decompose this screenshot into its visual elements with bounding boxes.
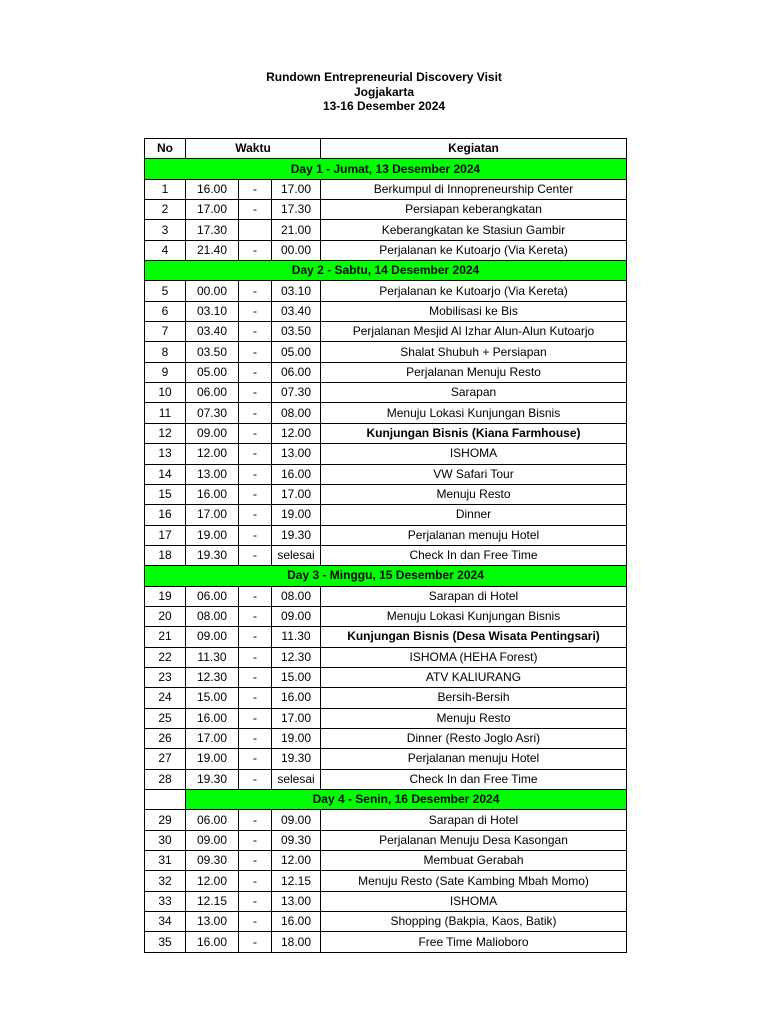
activity-cell: Perjalanan menuju Hotel: [321, 749, 627, 769]
end-time: 21.00: [272, 220, 321, 240]
activity-cell: ISHOMA: [321, 891, 627, 911]
time-separator: -: [239, 179, 272, 199]
row-number: 25: [145, 708, 186, 728]
time-separator: -: [239, 444, 272, 464]
activity-cell: Menuju Resto: [321, 484, 627, 504]
end-time: 03.40: [272, 301, 321, 321]
row-number: 13: [145, 444, 186, 464]
row-number: 23: [145, 667, 186, 687]
row-number: 20: [145, 606, 186, 626]
row-number: 21: [145, 627, 186, 647]
table-row: [145, 545, 627, 565]
table-row: [145, 423, 627, 443]
end-time: selesai: [272, 769, 321, 789]
table-row: [145, 871, 627, 891]
row-number: 32: [145, 871, 186, 891]
table-row: [145, 647, 627, 667]
document-title: [0, 70, 768, 114]
empty-cell: [145, 790, 186, 810]
header-no: No: [145, 139, 186, 159]
time-separator: [239, 220, 272, 240]
row-number: 18: [145, 545, 186, 565]
activity-cell: Perjalanan menuju Hotel: [321, 525, 627, 545]
row-number: 1: [145, 179, 186, 199]
start-time: 05.00: [186, 362, 239, 382]
start-time: 09.00: [186, 627, 239, 647]
activity-cell: Persiapan keberangkatan: [321, 200, 627, 220]
start-time: 21.40: [186, 240, 239, 260]
row-number: 8: [145, 342, 186, 362]
row-number: 10: [145, 383, 186, 403]
time-separator: -: [239, 403, 272, 423]
day-label: Day 3 - Minggu, 15 Desember 2024: [145, 566, 627, 586]
table-row: [145, 627, 627, 647]
table-row: [145, 179, 627, 199]
activity-cell: Menuju Resto (Sate Kambing Mbah Momo): [321, 871, 627, 891]
activity-cell: Menuju Lokasi Kunjungan Bisnis: [321, 403, 627, 423]
activity-cell: Dinner: [321, 505, 627, 525]
time-separator: -: [239, 525, 272, 545]
activity-cell: ISHOMA: [321, 444, 627, 464]
end-time: 05.00: [272, 342, 321, 362]
end-time: 12.15: [272, 871, 321, 891]
start-time: 06.00: [186, 586, 239, 606]
header-waktu: Waktu: [186, 139, 321, 159]
row-number: 29: [145, 810, 186, 830]
time-separator: -: [239, 383, 272, 403]
row-number: 15: [145, 484, 186, 504]
start-time: 09.00: [186, 423, 239, 443]
day-header-row: [145, 159, 627, 179]
activity-cell: Kunjungan Bisnis (Desa Wisata Pentingsari): [321, 627, 627, 647]
end-time: 19.00: [272, 505, 321, 525]
start-time: 16.00: [186, 484, 239, 504]
table-row: [145, 688, 627, 708]
table-row: [145, 769, 627, 789]
start-time: 12.00: [186, 444, 239, 464]
end-time: 17.00: [272, 179, 321, 199]
day-header-row: [145, 790, 627, 810]
activity-cell: Mobilisasi ke Bis: [321, 301, 627, 321]
end-time: 17.00: [272, 484, 321, 504]
table-row: [145, 891, 627, 911]
start-time: 19.30: [186, 769, 239, 789]
activity-cell: ISHOMA (HEHA Forest): [321, 647, 627, 667]
day-label: Day 1 - Jumat, 13 Desember 2024: [145, 159, 627, 179]
end-time: 19.00: [272, 728, 321, 748]
start-time: 12.15: [186, 891, 239, 911]
start-time: 17.00: [186, 200, 239, 220]
start-time: 17.30: [186, 220, 239, 240]
start-time: 09.00: [186, 830, 239, 850]
end-time: 03.10: [272, 281, 321, 301]
header-row: [145, 139, 627, 159]
activity-cell: Membuat Gerabah: [321, 851, 627, 871]
rundown-table: [144, 138, 627, 953]
row-number: 3: [145, 220, 186, 240]
table-row: [145, 851, 627, 871]
activity-cell: Berkumpul di Innopreneurship Center: [321, 179, 627, 199]
activity-cell: Perjalanan Mesjid Al Izhar Alun-Alun Kutoarjo: [321, 322, 627, 342]
title-line-3: 13-16 Desember 2024: [322, 99, 446, 113]
table-row: [145, 810, 627, 830]
time-separator: -: [239, 322, 272, 342]
row-number: 5: [145, 281, 186, 301]
start-time: 15.00: [186, 688, 239, 708]
start-time: 08.00: [186, 606, 239, 626]
time-separator: -: [239, 830, 272, 850]
end-time: 13.00: [272, 891, 321, 911]
row-number: 28: [145, 769, 186, 789]
table-row: [145, 830, 627, 850]
row-number: 26: [145, 728, 186, 748]
start-time: 11.30: [186, 647, 239, 667]
start-time: 06.00: [186, 383, 239, 403]
table-row: [145, 464, 627, 484]
activity-cell: Perjalanan ke Kutoarjo (Via Kereta): [321, 240, 627, 260]
row-number: 14: [145, 464, 186, 484]
table-row: [145, 403, 627, 423]
time-separator: -: [239, 301, 272, 321]
start-time: 03.50: [186, 342, 239, 362]
table-body: [145, 159, 627, 952]
table-row: [145, 383, 627, 403]
time-separator: -: [239, 912, 272, 932]
time-separator: -: [239, 891, 272, 911]
title-line-2: Jogjakarta: [353, 84, 415, 99]
start-time: 06.00: [186, 810, 239, 830]
title-line-1: Rundown Entrepreneurial Discovery Visit: [266, 70, 502, 84]
time-separator: -: [239, 423, 272, 443]
start-time: 13.00: [186, 464, 239, 484]
end-time: 19.30: [272, 749, 321, 769]
time-separator: -: [239, 810, 272, 830]
activity-cell: Menuju Lokasi Kunjungan Bisnis: [321, 606, 627, 626]
start-time: 16.00: [186, 932, 239, 952]
row-number: 24: [145, 688, 186, 708]
end-time: 06.00: [272, 362, 321, 382]
end-time: 12.00: [272, 851, 321, 871]
table-row: [145, 322, 627, 342]
end-time: 11.30: [272, 627, 321, 647]
start-time: 12.00: [186, 871, 239, 891]
row-number: 7: [145, 322, 186, 342]
time-separator: -: [239, 728, 272, 748]
table-row: [145, 606, 627, 626]
table-row: [145, 667, 627, 687]
end-time: 09.00: [272, 810, 321, 830]
start-time: 16.00: [186, 708, 239, 728]
time-separator: -: [239, 281, 272, 301]
table-row: [145, 301, 627, 321]
activity-cell: Keberangkatan ke Stasiun Gambir: [321, 220, 627, 240]
start-time: 09.30: [186, 851, 239, 871]
time-separator: -: [239, 708, 272, 728]
row-number: 12: [145, 423, 186, 443]
start-time: 19.00: [186, 749, 239, 769]
row-number: 16: [145, 505, 186, 525]
time-separator: -: [239, 505, 272, 525]
day-label: Day 4 - Senin, 16 Desember 2024: [186, 790, 627, 810]
end-time: 16.00: [272, 912, 321, 932]
day-header-row: [145, 261, 627, 281]
end-time: 12.30: [272, 647, 321, 667]
time-separator: -: [239, 647, 272, 667]
table-row: [145, 362, 627, 382]
row-number: 6: [145, 301, 186, 321]
activity-cell: Check In dan Free Time: [321, 769, 627, 789]
start-time: 19.00: [186, 525, 239, 545]
row-number: 11: [145, 403, 186, 423]
time-separator: -: [239, 851, 272, 871]
start-time: 12.30: [186, 667, 239, 687]
end-time: 12.00: [272, 423, 321, 443]
start-time: 16.00: [186, 179, 239, 199]
table-row: [145, 525, 627, 545]
table-row: [145, 749, 627, 769]
activity-cell: Shalat Shubuh + Persiapan: [321, 342, 627, 362]
end-time: 08.00: [272, 586, 321, 606]
end-time: 09.30: [272, 830, 321, 850]
activity-cell: Perjalanan ke Kutoarjo (Via Kereta): [321, 281, 627, 301]
row-number: 2: [145, 200, 186, 220]
time-separator: -: [239, 606, 272, 626]
time-separator: -: [239, 484, 272, 504]
table-row: [145, 484, 627, 504]
start-time: 17.00: [186, 728, 239, 748]
activity-cell: Kunjungan Bisnis (Kiana Farmhouse): [321, 423, 627, 443]
table-row: [145, 200, 627, 220]
end-time: selesai: [272, 545, 321, 565]
activity-cell: Dinner (Resto Joglo Asri): [321, 728, 627, 748]
activity-cell: ATV KALIURANG: [321, 667, 627, 687]
row-number: 33: [145, 891, 186, 911]
day-label: Day 2 - Sabtu, 14 Desember 2024: [145, 261, 627, 281]
row-number: 31: [145, 851, 186, 871]
start-time: 03.40: [186, 322, 239, 342]
time-separator: -: [239, 932, 272, 952]
activity-cell: Check In dan Free Time: [321, 545, 627, 565]
time-separator: -: [239, 545, 272, 565]
time-separator: -: [239, 200, 272, 220]
time-separator: -: [239, 627, 272, 647]
start-time: 03.10: [186, 301, 239, 321]
end-time: 00.00: [272, 240, 321, 260]
end-time: 16.00: [272, 688, 321, 708]
time-separator: -: [239, 871, 272, 891]
activity-cell: Sarapan di Hotel: [321, 586, 627, 606]
activity-cell: Bersih-Bersih: [321, 688, 627, 708]
end-time: 15.00: [272, 667, 321, 687]
table-row: [145, 728, 627, 748]
time-separator: -: [239, 769, 272, 789]
activity-cell: Menuju Resto: [321, 708, 627, 728]
end-time: 13.00: [272, 444, 321, 464]
start-time: 00.00: [186, 281, 239, 301]
activity-cell: VW Safari Tour: [321, 464, 627, 484]
activity-cell: Sarapan: [321, 383, 627, 403]
activity-cell: Perjalanan Menuju Desa Kasongan: [321, 830, 627, 850]
start-time: 17.00: [186, 505, 239, 525]
time-separator: -: [239, 464, 272, 484]
time-separator: -: [239, 586, 272, 606]
end-time: 17.30: [272, 200, 321, 220]
time-separator: -: [239, 688, 272, 708]
row-number: 9: [145, 362, 186, 382]
table-row: [145, 240, 627, 260]
end-time: 07.30: [272, 383, 321, 403]
table-row: [145, 912, 627, 932]
table-row: [145, 932, 627, 952]
start-time: 13.00: [186, 912, 239, 932]
time-separator: -: [239, 342, 272, 362]
row-number: 30: [145, 830, 186, 850]
row-number: 35: [145, 932, 186, 952]
time-separator: -: [239, 240, 272, 260]
end-time: 16.00: [272, 464, 321, 484]
row-number: 27: [145, 749, 186, 769]
end-time: 03.50: [272, 322, 321, 342]
header-kegiatan: Kegiatan: [321, 139, 627, 159]
table-row: [145, 505, 627, 525]
time-separator: -: [239, 362, 272, 382]
time-separator: -: [239, 667, 272, 687]
table-row: [145, 708, 627, 728]
day-header-row: [145, 566, 627, 586]
row-number: 17: [145, 525, 186, 545]
start-time: 07.30: [186, 403, 239, 423]
end-time: 18.00: [272, 932, 321, 952]
start-time: 19.30: [186, 545, 239, 565]
row-number: 4: [145, 240, 186, 260]
activity-cell: Sarapan di Hotel: [321, 810, 627, 830]
end-time: 17.00: [272, 708, 321, 728]
table-row: [145, 444, 627, 464]
end-time: 09.00: [272, 606, 321, 626]
time-separator: -: [239, 749, 272, 769]
table-row: [145, 342, 627, 362]
row-number: 22: [145, 647, 186, 667]
activity-cell: Perjalanan Menuju Resto: [321, 362, 627, 382]
activity-cell: Shopping (Bakpia, Kaos, Batik): [321, 912, 627, 932]
table-row: [145, 586, 627, 606]
row-number: 34: [145, 912, 186, 932]
row-number: 19: [145, 586, 186, 606]
activity-cell: Free Time Malioboro: [321, 932, 627, 952]
table-row: [145, 281, 627, 301]
end-time: 19.30: [272, 525, 321, 545]
table-row: [145, 220, 627, 240]
end-time: 08.00: [272, 403, 321, 423]
